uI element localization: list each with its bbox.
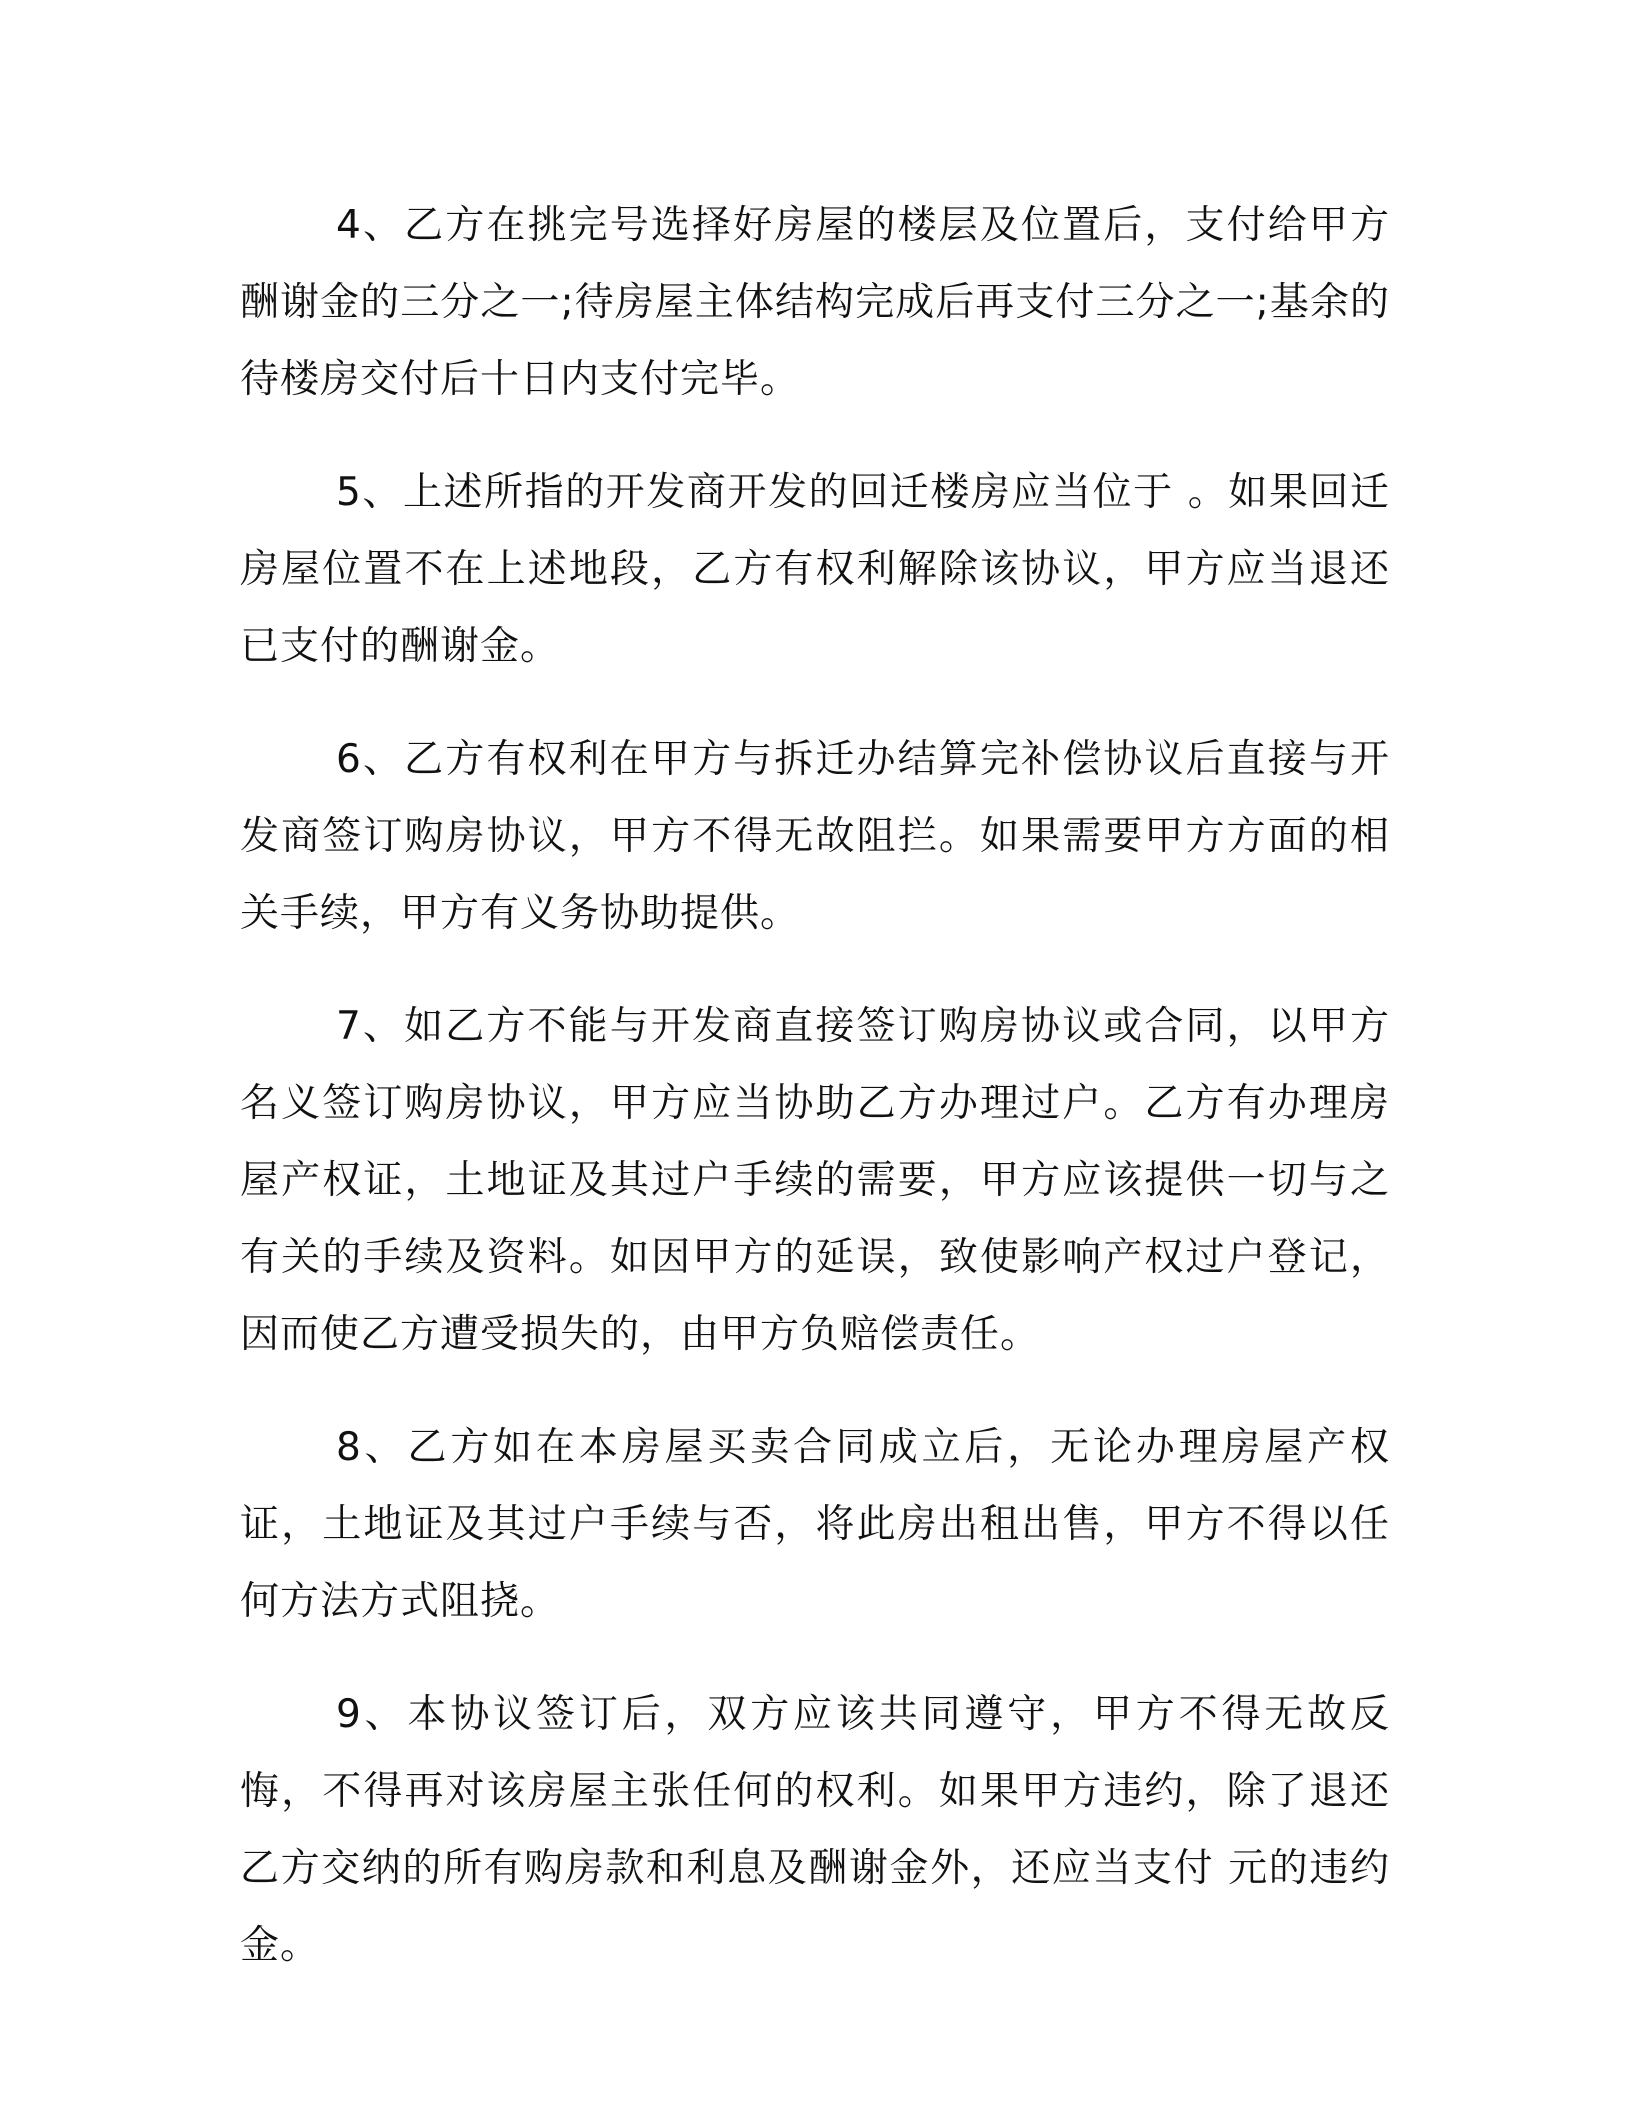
clause-6: 6、乙方有权利在甲方与拆迁办结算完补偿协议后直接与开发商签订购房协议，甲方不得无故阻拦。如果需要甲方方面的相关手续，甲方有义务协助提供。 xyxy=(240,737,1390,936)
clause-4: 4、乙方在挑完号选择好房屋的楼层及位置后，支付给甲方酬谢金的三分之一;待房屋主体结构完成后再支付三分之一;基余的待楼房交付后十日内支付完毕。 xyxy=(240,203,1390,402)
clause-8: 8、乙方如在本房屋买卖合同成立后，无论办理房屋产权证，土地证及其过户手续与否，将此房出租出售，甲方不得以任何方法方式阻挠。 xyxy=(240,1425,1390,1624)
clause-7: 7、如乙方不能与开发商直接签订购房协议或合同，以甲方名义签订购房协议，甲方应当协助乙方办理过户。乙方有办理房屋产权证，土地证及其过户手续的需要，甲方应该提供一切与之有关的手续及资料。如因甲方的延误，致使影响产权过户登记，因而使乙方遭受损失的，由甲方负赔偿责任。 xyxy=(240,1004,1390,1357)
document-body xyxy=(240,187,1390,2020)
clause-9: 9、本协议签订后，双方应该共同遵守，甲方不得无故反悔，不得再对该房屋主张任何的权利。如果甲方违约，除了退还乙方交纳的所有购房款和利息及酬谢金外，还应当支付 元的违约金。 xyxy=(240,1692,1390,1968)
clause-5: 5、上述所指的开发商开发的回迁楼房应当位于 。如果回迁房屋位置不在上述地段，乙方有权利解除该协议，甲方应当退还已支付的酬谢金。 xyxy=(240,470,1390,669)
